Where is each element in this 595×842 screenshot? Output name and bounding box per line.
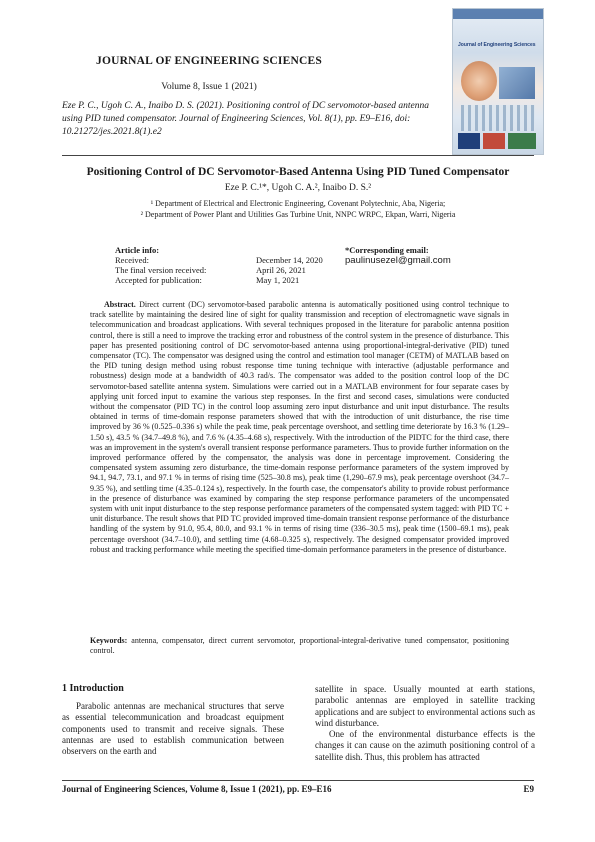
abstract	[90, 300, 509, 555]
abstract-text: Direct current (DC) servomotor-based parabolic antenna is automatically positioned using control technique to track satellite by maintaining the desired line of sight for quality transmission and reception of electromagnetic wave signals in telecommunication and broadcast applications. With several techniques proposed in the literature for parabolic antenna position control, there is still a need to improve the tracking error and robustness of the control system in the presence of disturbance. This paper has presented positioning control of DC servomotor-based antenna using proportional-integral-derivative (PID) tuned compensator (TC). The compensator was designed using the control and estimation tool manager (CETM) of MATLAB based on the PID tuning design method using robust response time tuning technique with interactive (adjustable performance and robustness) design mode at a bandwidth of 40.3 rad/s. The compensator was added to the position control loop of the DC servomotor-based satellite antenna system. Simulations were carried out in a MATLAB environment for four separate cases by applying unit forced input to examine the various step responses. In the first and second cases, simulations were conducted without the compensator (PID TC) in the control loop assuming zero input disturbance and unit input disturbance. The results obtained in terms of time-domain response parameters showed that with the introduction of unit disturbance, the rise time improved by 36 % (0.525–0.336 s) while the peak time, peak percentage overshoot, and settling time deteriorate by 16.3 % (1.29–1.50 s), 43.5 % (34.7–49.8 %), and 7.6 % (4.35–4.68 s), respectively. With the introduction of the PIDTC for the third case, there was an improvement in the system's overall transient response performance parameters. Thus to provide further information on the improved performance offered by the compensator, the analysis was done in percentage improvement. Considering the compensated system assuming zero disturbance, the time-domain response performance parameters of the system improved by 94.1, 94.7, 73.1, and 97.1 % in terms of rising time (525–30.8 ms), peak time (1,290–67.9 ms), peak percentage overshoot (34.7–9.35 %), and settling time (4.35–0.124 s), respectively. In the fourth case, the compensator's ability to provide robust performance in the presence of disturbance was examined by comparing the step response performance parameters of the uncompensated system with unit input disturbance to the step response performance parameters of the compensated system tagged: with PID TC + unit disturbance. The result shows that PID TC provided improved time-domain transient response performance of the disturbance handling of the system by 91.0, 95.4, 80.0, and 93.1 % in terms of rising time (336–30.5 ms), peak time (1500–69.1 ms), peak percentage overshoot (34.7–10.0), and settling time (4.68–0.325 s), respectively. The designed compensator provided improved robust and tracking performance while meeting the specified time-domain performance parameters in the presence of disturbance.	[90, 300, 509, 554]
keywords-label: Keywords:	[90, 636, 128, 645]
cover-art-stripes	[461, 105, 535, 131]
abstract-label: Abstract.	[104, 300, 136, 309]
cover-art-block	[499, 67, 535, 99]
keywords-text: antenna, compensator, direct current servomotor, proportional-integral-derivative tuned compensator, positioning control.	[90, 636, 509, 656]
corresponding-email[interactable]: paulinusezel@gmail.com	[345, 255, 451, 266]
cover-title: Journal of Engineering Sciences	[458, 42, 536, 48]
cover-logo-3	[508, 133, 536, 149]
intro-column-2	[315, 684, 535, 763]
volume-issue: Volume 8, Issue 1 (2021)	[161, 82, 257, 92]
journal-cover-image	[452, 8, 544, 155]
affiliation-2: ² Department of Power Plant and Utilities Gas Turbine Unit, NNPC WRPC, Ekpan, Warri, Nigeria	[140, 210, 456, 219]
journal-name: JOURNAL OF ENGINEERING SCIENCES	[96, 55, 322, 67]
received-label: Received:	[115, 255, 149, 265]
accepted-date: May 1, 2021	[256, 275, 300, 285]
intro-paragraph-2: One of the environmental disturbance effects is the changes it can cause on the azimuth positioning control of a satellite dish. Thus, this problem has attracted	[315, 729, 535, 762]
final-version-label: The final version received:	[115, 265, 207, 275]
paper-title: Positioning Control of DC Servomotor-Based Antenna Using PID Tuned Compensator	[86, 166, 510, 178]
article-info-heading: Article info:	[115, 245, 160, 255]
page-number: E9	[523, 784, 534, 794]
footer-divider	[62, 780, 534, 781]
intro-paragraph-1: satellite in space. Usually mounted at earth stations, parabolic antennas are employed in satellite tracking applications and are subject to environmental actions such as wind disturbance.	[315, 684, 535, 728]
intro-column-1: Parabolic antennas are mechanical structures that serve as essential telecommunication and broadcast equipment components used to transmit and receive signals. These antennas are used to establish communication between observers on the earth and	[62, 701, 284, 757]
citation: Eze P. C., Ugoh C. A., Inaibo D. S. (2021). Positioning control of DC servomotor-based antenna using PID tuned compensator. Journal of Engineering Sciences, Vol. 8(1), pp. E9–E16, doi: 10.21272/jes.2021.8(1).e2	[62, 101, 429, 137]
cover-band-top	[453, 9, 543, 19]
corresponding-heading: *Corresponding email:	[345, 245, 429, 255]
keywords	[90, 636, 509, 656]
accepted-label: Accepted for publication:	[115, 275, 202, 285]
cover-logo-1	[458, 133, 480, 149]
header-divider	[62, 155, 534, 156]
received-date: December 14, 2020	[256, 255, 323, 265]
final-version-date: April 26, 2021	[256, 265, 306, 275]
cover-art-circle	[461, 61, 497, 101]
section-heading-introduction: 1 Introduction	[62, 683, 124, 694]
footer-journal-info: Journal of Engineering Sciences, Volume 8, Issue 1 (2021), pp. E9–E16	[62, 784, 332, 794]
affiliation-1: ¹ Department of Electrical and Electronic Engineering, Covenant Polytechnic, Aba, Nigeria;	[150, 199, 446, 208]
authors: Eze P. C.¹*, Ugoh C. A.², Inaibo D. S.²	[224, 183, 372, 193]
cover-logo-2	[483, 133, 505, 149]
